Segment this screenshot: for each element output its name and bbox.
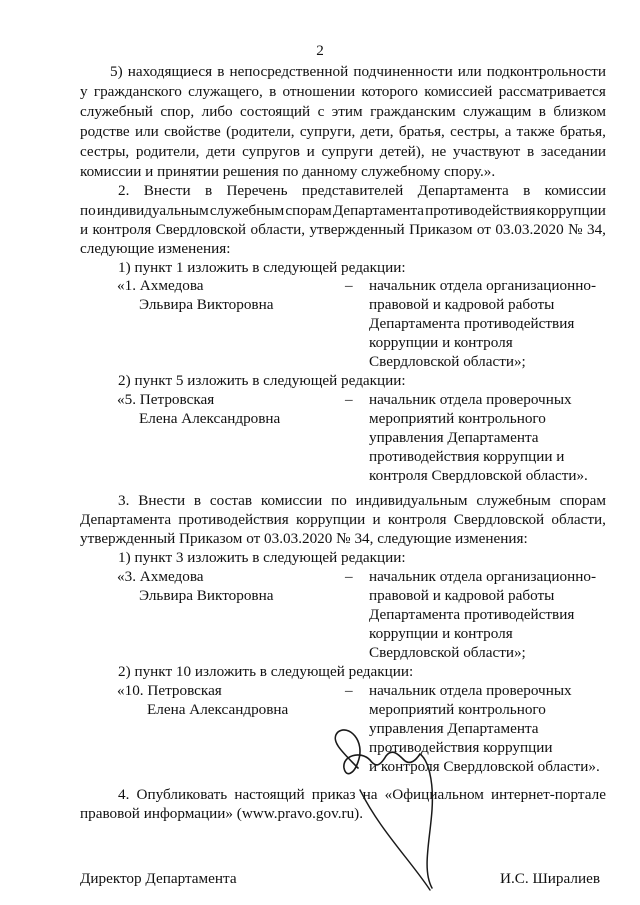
item3-intro-3: утвержденный Приказом от 03.03.2020 № 34, следующие изменения: (80, 530, 528, 547)
item3-entry2-pos-1: начальник отдела проверочных (369, 682, 572, 699)
item3-entry2-pos-4: противодействия коррупции (369, 739, 553, 756)
item2-entry1-pos-1: начальник отдела организационно- (369, 277, 597, 294)
item2-entry1-dash: – (345, 277, 353, 294)
signatory-title: Директор Департамента (80, 870, 237, 887)
item2-entry2-pos-3: управления Департамента (369, 429, 539, 446)
item3-entry1-name1: «3. Ахмедова (117, 568, 204, 585)
item2-sub2-title: 2) пункт 5 изложить в следующей редакции: (118, 372, 406, 389)
item2-intro-1: 2. Внести в Перечень представителей Департамента в комиссии (118, 182, 606, 199)
item3-entry1-pos-2: правовой и кадровой работы (369, 587, 555, 604)
item3-intro-1: 3. Внести в состав комиссии по индивидуальным служебным спорам (118, 492, 606, 509)
page-number: 2 (316, 42, 324, 59)
item2-entry1-pos-3: Департамента противодействия (369, 315, 575, 332)
item3-entry1-dash: – (345, 568, 353, 585)
item3-entry1-pos-4: коррупции и контроля (369, 625, 513, 642)
item2-intro-3: и контроля Свердловской области, утвержденный Приказом от 03.03.2020 № 34, (80, 221, 606, 238)
item2-entry2-pos-5: контроля Свердловской области». (369, 467, 588, 484)
item3-entry1-pos-1: начальник отдела организационно- (369, 568, 597, 585)
item2-entry2-name2: Елена Александровна (139, 410, 281, 427)
item4-line-2: правовой информации» (www.pravo.gov.ru). (80, 805, 364, 822)
item3-entry2-pos-2: мероприятий контрольного (369, 701, 546, 718)
item2-entry1-name2: Эльвира Викторовна (139, 296, 274, 313)
p5-line-5: сестры, родители, дети супругов и супруги детей), не участвуют в заседании (80, 143, 606, 160)
p5-line-3: служебный спор, либо состоящий с этим гражданским служащим в близком (80, 103, 606, 120)
item3-sub2-title: 2) пункт 10 изложить в следующей редакции: (118, 663, 414, 680)
handwritten-signature (300, 720, 480, 900)
item3-entry1-pos-5: Свердловской области»; (369, 644, 526, 661)
item2-intro-4: следующие изменения: (80, 240, 231, 257)
item2-entry2-pos-2: мероприятий контрольного (369, 410, 546, 427)
item3-entry2-pos-5: и контроля Свердловской области». (369, 758, 600, 775)
item3-intro-2: Департамента противодействия коррупции и контроля Свердловской области, (80, 511, 606, 528)
p5-line-1: 5) находящиеся в непосредственной подчиненности или подконтрольности (110, 63, 606, 80)
p5-line-2: у гражданского служащего, в отношении которого комиссией рассматривается (80, 83, 606, 100)
item3-entry1-pos-3: Департамента противодействия (369, 606, 575, 623)
item2-entry1-pos-5: Свердловской области»; (369, 353, 526, 370)
item2-intro-2: по индивидуальным служебным спорам Департамента противодействия коррупции (80, 202, 606, 219)
item3-entry2-dash: – (345, 682, 353, 699)
item2-entry2-name1: «5. Петровская (117, 391, 215, 408)
item2-entry1-pos-2: правовой и кадровой работы (369, 296, 555, 313)
item3-entry1-name2: Эльвира Викторовна (139, 587, 274, 604)
item2-entry2-dash: – (345, 391, 353, 408)
item3-entry2-name2: Елена Александровна (147, 701, 289, 718)
p5-line-6: комиссии и принятии решения по данному служебному спору.». (80, 163, 496, 180)
item3-entry2-pos-3: управления Департамента (369, 720, 539, 737)
p5-line-4: родстве или свойстве (родители, супруги, дети, братья, сестры, а также братья, (80, 123, 606, 140)
item2-entry2-pos-4: противодействия коррупции и (369, 448, 565, 465)
item3-sub1-title: 1) пункт 3 изложить в следующей редакции: (118, 549, 406, 566)
item4-line-1: 4. Опубликовать настоящий приказ на «Официальном интернет-портале (118, 786, 606, 803)
item2-entry1-pos-4: коррупции и контроля (369, 334, 513, 351)
item3-entry2-name1: «10. Петровская (117, 682, 222, 699)
item2-entry2-pos-1: начальник отдела проверочных (369, 391, 572, 408)
item2-entry1-name1: «1. Ахмедова (117, 277, 204, 294)
item2-sub1-title: 1) пункт 1 изложить в следующей редакции: (118, 259, 406, 276)
signatory-name: И.С. Ширалиев (500, 870, 601, 887)
